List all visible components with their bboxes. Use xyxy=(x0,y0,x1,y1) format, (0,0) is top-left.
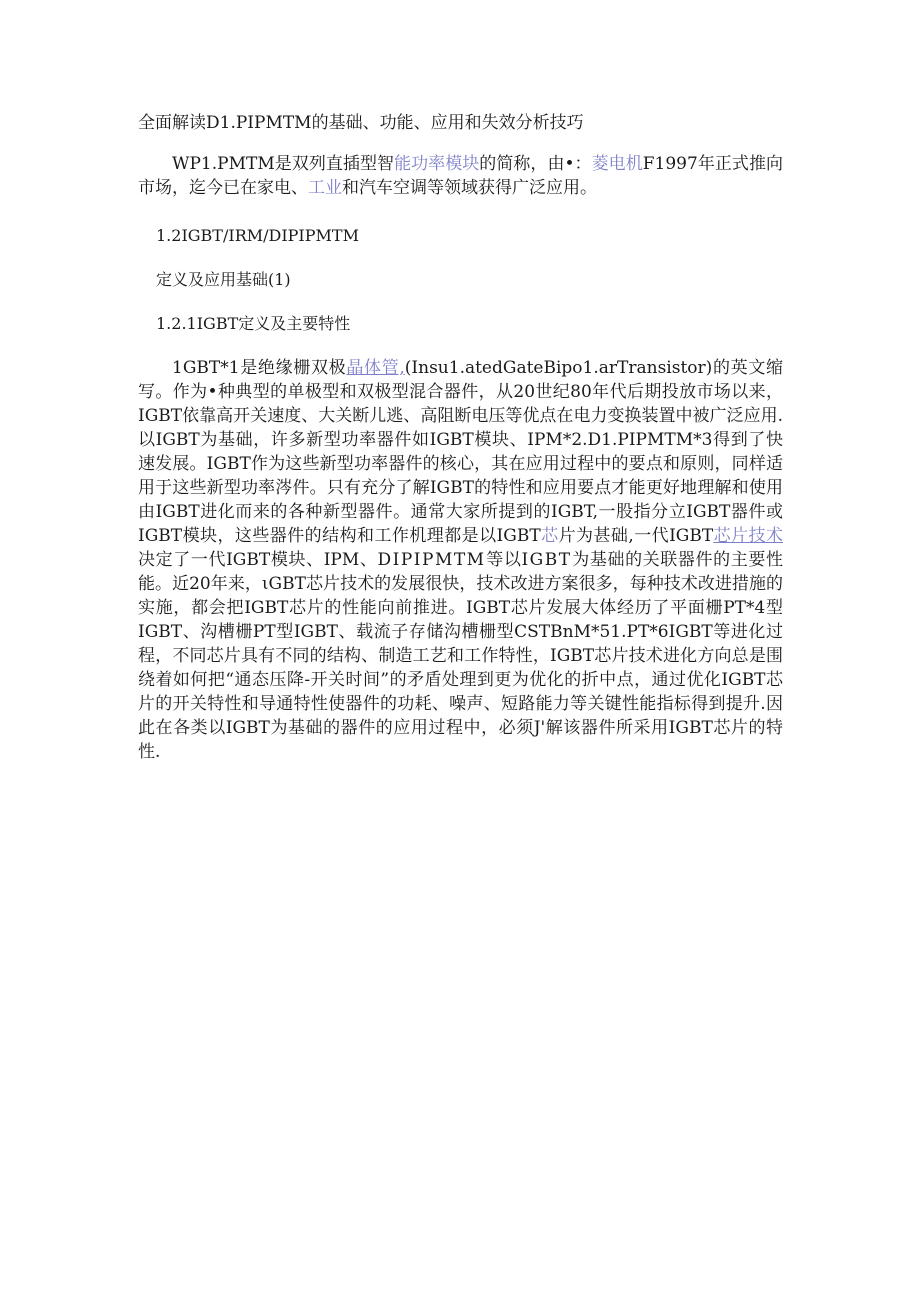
link-chip-technology[interactable]: 芯片技术 xyxy=(713,526,783,546)
intro-text-1: WP1.PMTM是双列直插型智 xyxy=(172,154,395,174)
section-heading-1-2-1: 1.2.1IGBT定义及主要特性 xyxy=(156,314,351,333)
body-text-dipipm: DIPIPMTM xyxy=(377,550,486,570)
body-text-4: 决定了一代IGBT模块、IPM、 xyxy=(138,550,378,570)
link-transistor[interactable]: 晶体管, xyxy=(346,358,405,378)
document-title: 全面解读D1.PIPMTM的基础、功能、应用和失效分析技巧 xyxy=(138,113,584,133)
intro-text-4: 和汽车空调等领域获得广泛应用。 xyxy=(342,178,597,198)
document-page xyxy=(138,108,783,776)
igbt-definition-paragraph xyxy=(138,356,783,764)
body-text-3: 片为甚础,一代IGBT xyxy=(558,526,714,546)
intro-text-2: 的简称，由•： xyxy=(479,154,592,174)
body-text-igbt: IGBT xyxy=(521,550,572,570)
intro-paragraph xyxy=(138,152,783,200)
section-heading-1-2: 1.2IGBT/IRM/DIPIPMTM xyxy=(156,226,359,245)
body-text-8: 为基础的关联器件的主要性能。近20年来，ιGBT芯片技术的发展很快，技术改进方案很多，每种技术改进措施的实施，都会把IGBT芯片的性能向前推进。IGBT芯片发展大体经历了平面栅PT*4型IGBT、沟槽栅PT型IGBT、载流子存储沟槽栅型CSTBnM*51.PT*6IGBT等进化过程，不同芯片具有不同的结构、制造工艺和工作特性，IGBT芯片技术进化方向总是围绕着如何把“通态压降-开关时间”的矛盾处理到更为优化的折中点，通过优化IGBT芯片的开关特性和导通特性使器件的功耗、噪声、短路能力等关键性能指标得到提升.因此在各类以IGBT为基础的器件的应用过程中，必须J'解该器件所采用IGBT芯片的特性. xyxy=(138,550,784,762)
link-chip[interactable]: 芯 xyxy=(540,526,559,546)
link-intelligent-power-module[interactable]: 能功率模块 xyxy=(394,154,480,174)
body-text-6: 等以 xyxy=(485,550,522,570)
intro-text-3: F1997年正式推向市场，迄今已在家电、 xyxy=(138,154,784,198)
body-text-2: (Insu1.atedGateBipo1.arTransistor)的英文缩写。作为•种典型的单极型和双极型混合器件，从20世纪80年代后期投放市场以来，IGBT依靠高开关速度、大关断儿逃、高阻断电压等优点在电力变换装置中被广泛应用.以IGBT为基础，许多新型功率器件如IGBT模块、IPM*2.D1.PIPMTM*3得到了快速发展。IGBT作为这些新型功率器件的核心，其在应用过程中的要点和原则，同样适用于这些新型功率涔件。只有充分了解IGBT的特性和应用要点才能更好地理解和使用由IGBT进化而来的各种新型器件。通常大家所提到的IGBT,一股指分立IGBT器件或IGBT模块，这些器件的结构和工作机理都是以IGBT xyxy=(138,358,784,546)
link-industry[interactable]: 工业 xyxy=(308,178,342,198)
section-heading-definition: 定义及应用基础(1) xyxy=(156,270,291,289)
link-mitsubishi-electric[interactable]: 菱电机 xyxy=(591,154,643,174)
body-text-1: 1GBT*1是绝缘栅双极 xyxy=(172,358,347,378)
